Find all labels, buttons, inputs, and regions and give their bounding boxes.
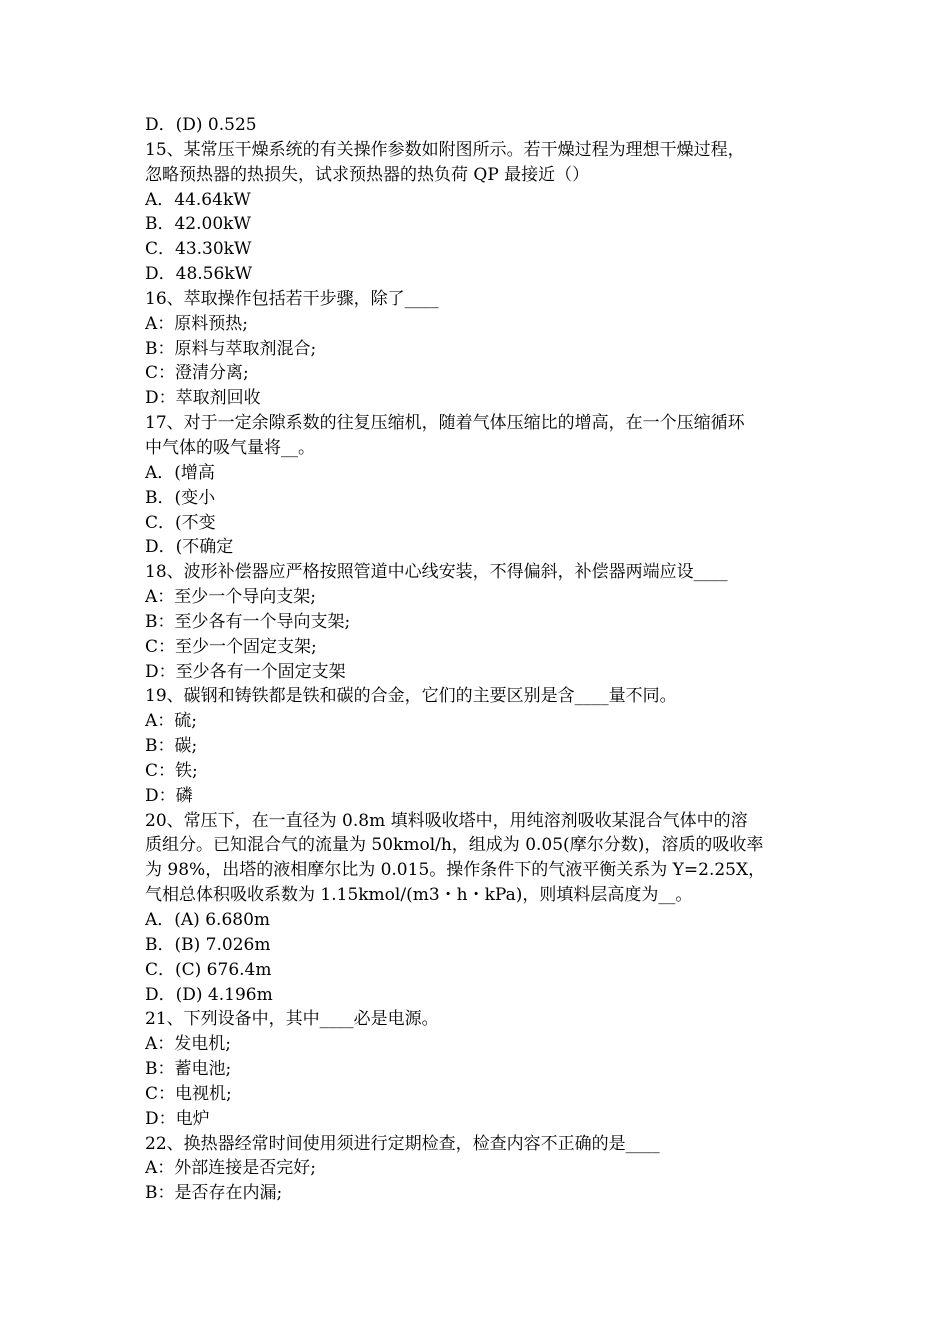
- question-18: 18、波形补偿器应严格按照管道中心线安装，不得偏斜，补偿器两端应设____: [145, 562, 728, 583]
- option-line: A．44.64kW: [145, 189, 251, 210]
- document-page: [145, 113, 815, 1206]
- question-20-cont: 质组分。已知混合气的流量为 50kmol/h，组成为 0.05(摩尔分数)，溶质的吸收率: [145, 835, 764, 856]
- question-20: 20、常压下，在一直径为 0.8m 填料吸收塔中，用纯溶剂吸收某混合气体中的溶: [145, 810, 748, 831]
- option-line: B：碳;: [145, 736, 198, 757]
- option-line: D：至少各有一个固定支架: [145, 661, 346, 682]
- option-line: B：蓄电池;: [145, 1059, 232, 1080]
- option-line: B．(B) 7.026m: [145, 934, 271, 955]
- option-line: D：电炉: [145, 1108, 210, 1129]
- question-16: 16、萃取操作包括若干步骤，除了____: [145, 288, 439, 309]
- option-line: D：磷: [145, 785, 193, 806]
- option-line: D．(不确定: [145, 537, 234, 558]
- option-line: A：硫;: [145, 711, 198, 732]
- question-20-cont: 为 98%，出塔的液相摩尔比为 0.015。操作条件下的气液平衡关系为 Y=2.25X，: [145, 860, 766, 881]
- option-line: C．(不变: [145, 512, 216, 533]
- question-22: 22、换热器经常时间使用须进行定期检查，检查内容不正确的是____: [145, 1133, 660, 1154]
- option-line: B．42.00kW: [145, 214, 251, 235]
- option-line: B．(变小: [145, 487, 216, 508]
- option-line: A．(A) 6.680m: [145, 910, 271, 930]
- option-line: C：澄清分离;: [145, 363, 249, 384]
- question-15-cont: 忽略预热器的热损失，试求预热器的热负荷 QP 最接近（）: [145, 164, 590, 185]
- option-line: D．(D) 4.196m: [145, 984, 273, 1005]
- option-line: B：是否存在内漏;: [145, 1183, 283, 1204]
- option-line: C：铁;: [145, 760, 198, 781]
- option-line: A：发电机;: [145, 1034, 232, 1055]
- option-line: C：电视机;: [145, 1083, 232, 1104]
- option-line: A：外部连接是否完好;: [145, 1158, 317, 1179]
- option-line: C．43.30kW: [145, 239, 252, 260]
- option-line: A．(增高: [145, 462, 215, 483]
- option-line: A：原料预热;: [145, 313, 249, 334]
- option-line: D：萃取剂回收: [145, 388, 261, 409]
- question-20-cont: 气相总体积吸收系数为 1.15kmol/(m3・h・kPa)，则填料层高度为__。: [145, 885, 693, 906]
- question-17-cont: 中气体的吸气量将__。: [145, 437, 315, 458]
- question-15: 15、某常压干燥系统的有关操作参数如附图所示。若干燥过程为理想干燥过程，: [145, 139, 745, 160]
- question-21: 21、下列设备中，其中____必是电源。: [145, 1009, 439, 1030]
- option-line: C．(C) 676.4m: [145, 959, 272, 980]
- question-19: 19、碳钢和铸铁都是铁和碳的合金，它们的主要区别是含____量不同。: [145, 686, 677, 707]
- option-line: D．(D) 0.525: [145, 115, 257, 135]
- option-line: D．48.56kW: [145, 264, 253, 285]
- option-line: B：原料与萃取剂混合;: [145, 338, 317, 359]
- option-line: C：至少一个固定支架;: [145, 636, 317, 657]
- question-17: 17、对于一定余隙系数的往复压缩机，随着气体压缩比的增高，在一个压缩循环: [145, 413, 745, 434]
- option-line: B：至少各有一个导向支架;: [145, 611, 351, 632]
- option-line: A：至少一个导向支架;: [145, 587, 317, 608]
